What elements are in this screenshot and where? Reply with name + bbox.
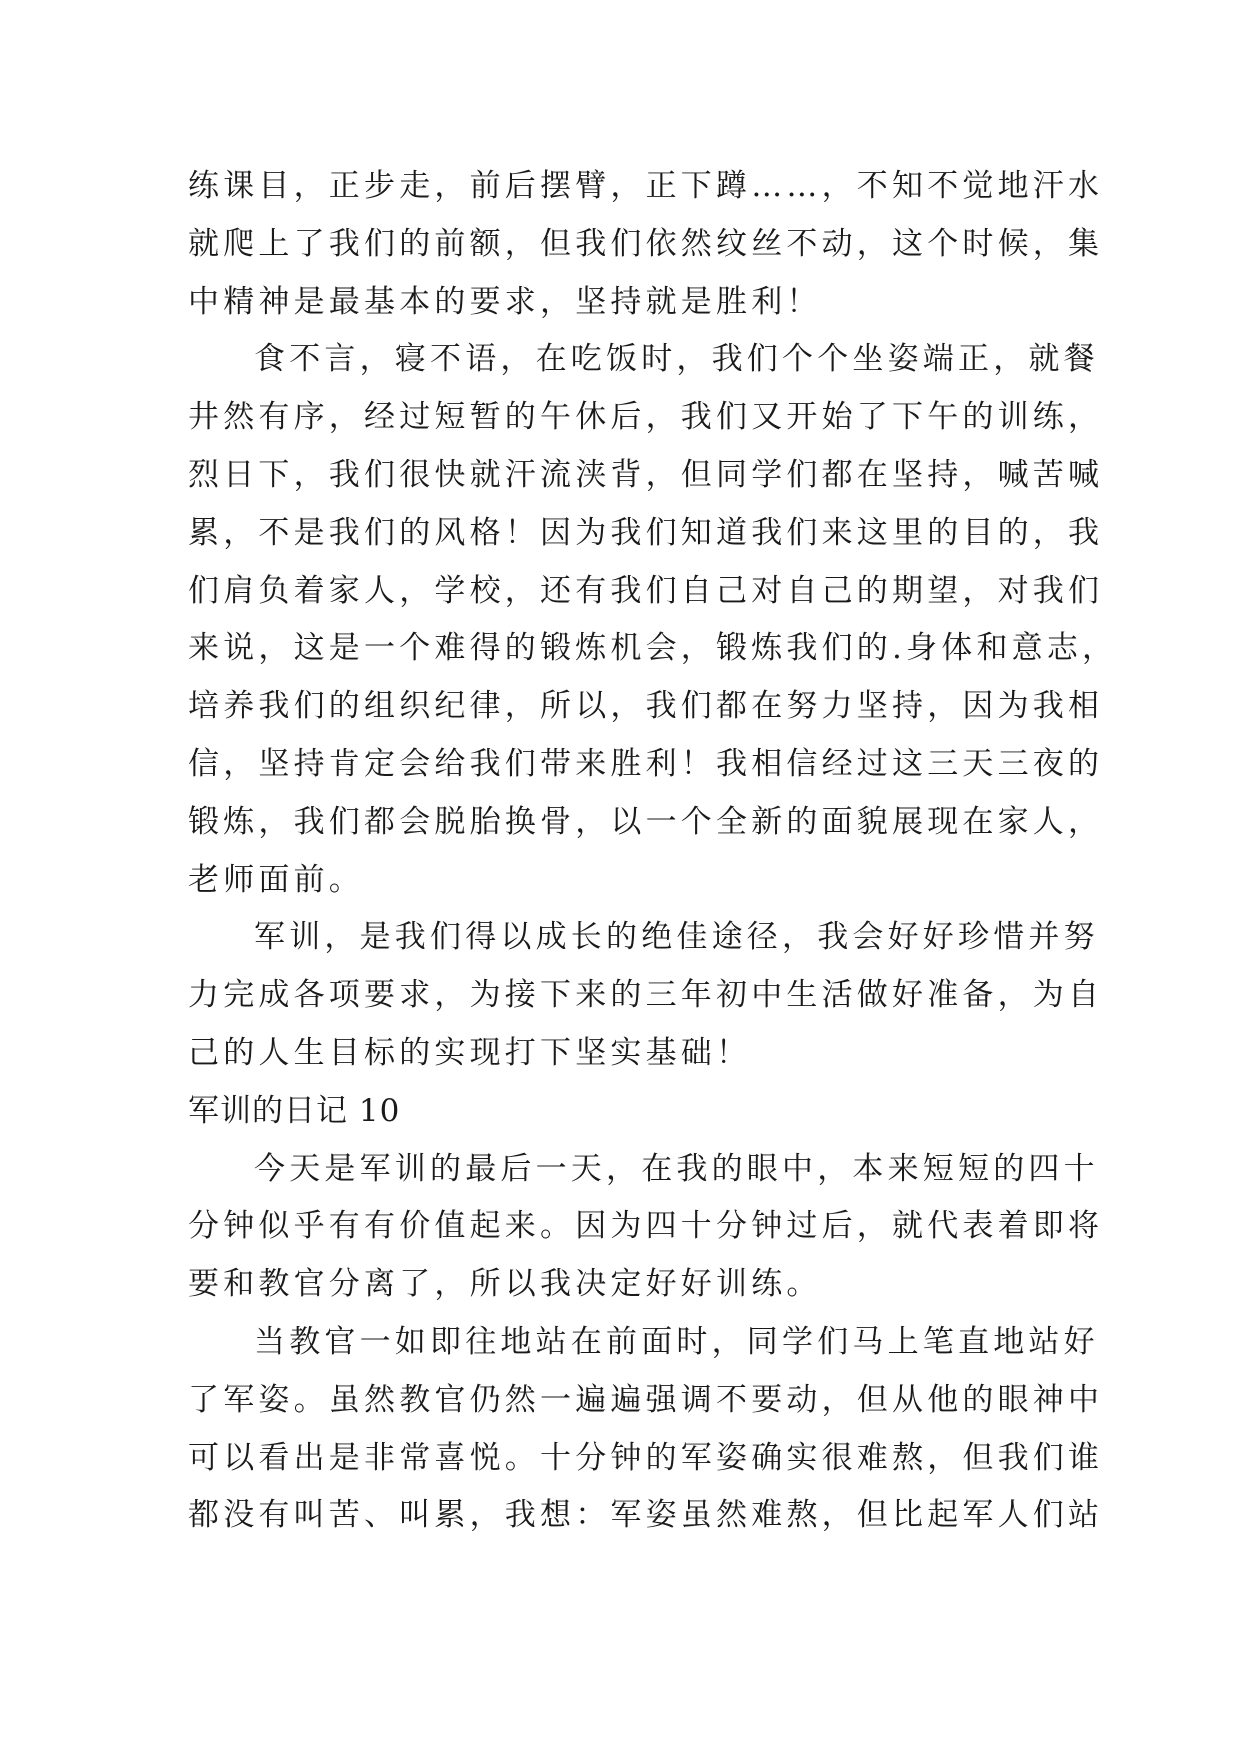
text-line: 井然有序，经过短暂的午休后，我们又开始了下午的训练， (188, 399, 1104, 436)
text-line: 要和教官分离了，所以我决定好好训练。 (188, 1266, 822, 1303)
text-line: 锻炼，我们都会脱胎换骨，以一个全新的面貌展现在家人， (188, 803, 1104, 840)
text-line: 信，坚持肯定会给我们带来胜利！我相信经过这三天三夜的 (188, 745, 1104, 782)
text-line: 就爬上了我们的前额，但我们依然纹丝不动，这个时候，集 (188, 225, 1104, 262)
text-line: 累，不是我们的风格！因为我们知道我们来这里的目的，我 (188, 514, 1104, 551)
body-text (188, 158, 1118, 1545)
text-line: 练课目，正步走，前后摆臂，正下蹲……，不知不觉地汗水 (188, 168, 1104, 204)
text-line: 来说，这是一个难得的锻炼机会，锻炼我们的.身体和意志， (188, 630, 1118, 667)
text-line: 了军姿。虽然教官仍然一遍遍强调不要动，但从他的眼神中 (188, 1381, 1104, 1418)
text-line: 烈日下，我们很快就汗流浃背，但同学们都在坚持，喊苦喊 (188, 456, 1104, 493)
text-line: 力完成各项要求，为接下来的三年初中生活做好准备，为自 (188, 977, 1104, 1014)
text-line: 们肩负着家人，学校，还有我们自己对自己的期望，对我们 (188, 572, 1104, 609)
text-line: 可以看出是非常喜悦。十分钟的军姿确实很难熬，但我们谁 (188, 1439, 1104, 1476)
text-line: 己的人生目标的实现打下坚实基础！ (188, 1034, 752, 1071)
text-line: 培养我们的组织纪律，所以，我们都在努力坚持，因为我相 (188, 688, 1104, 725)
text-line: 老师面前。 (188, 861, 364, 898)
paragraph-first-line: 当教官一如即往地站在前面时，同学们马上笔直地站好 (254, 1323, 1099, 1360)
text-line: 分钟似乎有有价值起来。因为四十分钟过后，就代表着即将 (188, 1208, 1104, 1245)
paragraph-first-line: 食不言，寝不语，在吃饭时，我们个个坐姿端正，就餐 (254, 341, 1099, 378)
text-line: 都没有叫苦、叫累，我想：军姿虽然难熬，但比起军人们站 (188, 1497, 1104, 1534)
text-line: 中精神是最基本的要求，坚持就是胜利！ (188, 283, 822, 320)
paragraph-first-line: 军训，是我们得以成长的绝佳途径，我会好好珍惜并努 (254, 919, 1099, 956)
section-heading: 军训的日记 10 (188, 1092, 401, 1129)
paragraph-first-line: 今天是军训的最后一天，在我的眼中，本来短短的四十 (254, 1150, 1099, 1187)
